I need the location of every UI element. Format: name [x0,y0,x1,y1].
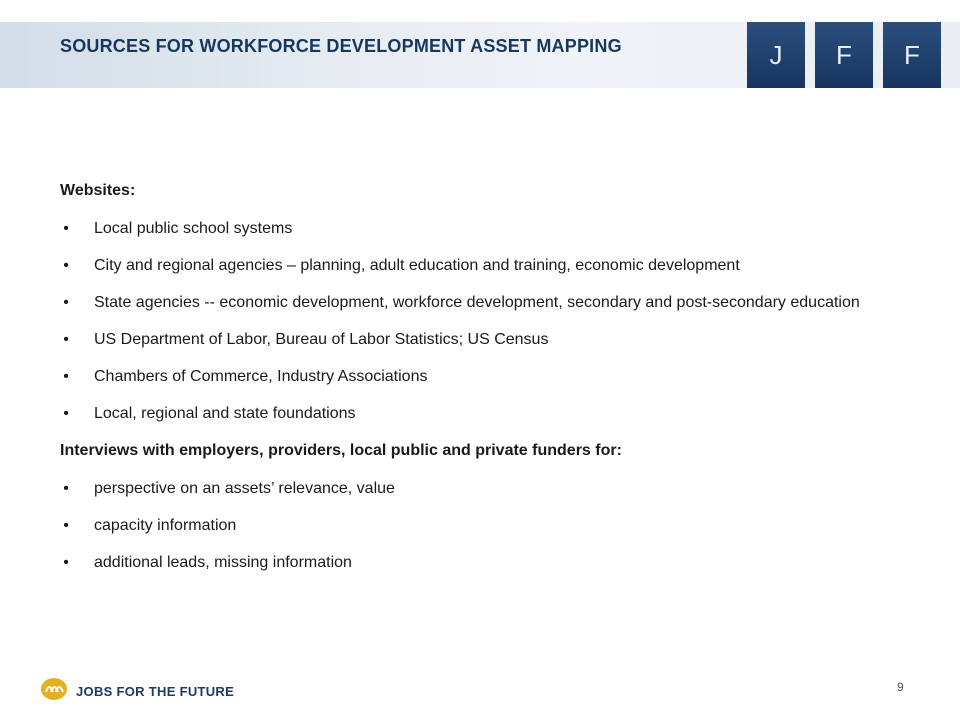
list-item [60,476,900,502]
bullet-icon: • [63,405,69,422]
page-number: 9 [897,680,904,694]
list-item [60,364,900,390]
list-item [60,290,900,316]
list-item-text: perspective on an assets’ relevance, value [94,480,395,497]
logo-text: JOBS FOR THE FUTURE [76,683,235,699]
content-body [60,178,900,587]
bullet-icon: • [63,554,69,571]
bullet-icon: • [63,257,69,274]
list-item [60,216,900,242]
interviews-heading: Interviews with employers, providers, local public and private funders for: [60,442,622,459]
list-item-text: State agencies -- economic development, workforce development, secondary and post-secondary education [94,294,860,311]
bullet-icon: • [63,220,69,237]
list-item-text: Local, regional and state foundations [94,405,356,422]
list-item-text: capacity information [94,517,237,534]
page-title: SOURCES FOR WORKFORCE DEVELOPMENT ASSET MAPPING [60,36,622,56]
bullet-icon: • [63,331,69,348]
list-item-text: additional leads, missing information [94,554,352,571]
list-item [60,327,900,353]
list-item-text: Chambers of Commerce, Industry Associations [94,368,428,385]
jff-letter-f-second: F [883,22,941,88]
jff-logo [40,676,234,706]
list-item-text: Local public school systems [94,220,293,237]
list-item [60,401,900,427]
list-item [60,253,900,279]
jff-letter-f-first: F [815,22,873,88]
list-item [60,550,900,576]
jff-swirl-icon [40,676,70,707]
list-item-text: City and regional agencies – planning, adult education and training, economic development [94,257,740,274]
bullet-icon: • [63,368,69,385]
list-item [60,513,900,539]
list-item-text: US Department of Labor, Bureau of Labor Statistics; US Census [94,331,549,348]
bullet-icon: • [63,294,69,311]
bullet-icon: • [63,517,69,534]
bullet-icon: • [63,480,69,497]
websites-heading: Websites: [60,182,136,199]
jff-letter-j: J [747,22,805,88]
